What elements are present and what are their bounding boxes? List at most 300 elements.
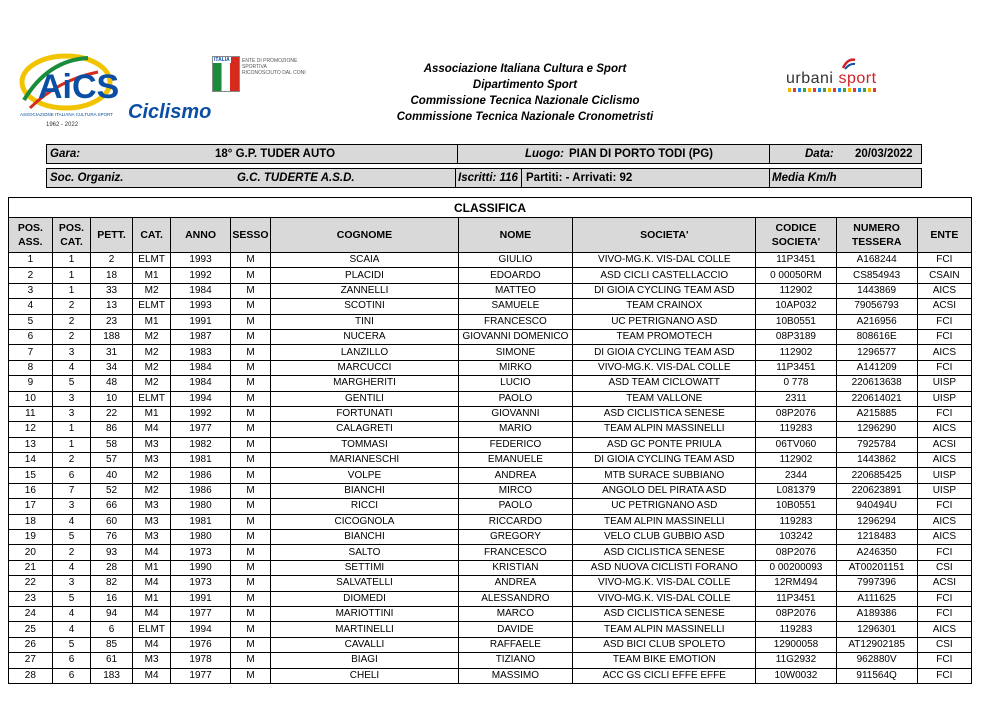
col-numero-tessera-cell: AT12902185 [836,637,917,652]
col-ente-cell: UISP [917,391,971,406]
col-ente-cell: AICS [917,283,971,298]
col-anno-cell: 1973 [171,545,230,560]
sponsor-name: urbani [786,70,834,87]
col-sesso-cell: M [230,329,271,344]
col-pett-cell: 93 [91,545,133,560]
col-cat-cell: M2 [132,329,171,344]
col-nome-cell: SAMUELE [458,299,573,314]
logo-text: AiCS [38,68,120,106]
col-sesso-cell: M [230,422,271,437]
urbani-swoosh-icon [842,58,856,70]
col-codice-societa-cell: 119283 [756,422,836,437]
col-nome-cell: MARIO [458,422,573,437]
col-cognome-cell: SCOTINI [271,299,458,314]
col-cognome-header: COGNOME [271,218,458,253]
col-cognome-cell: CALAGRETI [271,422,458,437]
col-anno-cell: 1973 [171,576,230,591]
col-ente-cell: ACSI [917,437,971,452]
title-line-4: Commissione Tecnica Nazionale Cronometristi [396,111,654,123]
col-ente-cell: CSI [917,637,971,652]
table-row [9,514,972,529]
col-pos-cat-cell: 2 [52,453,91,468]
col-pos-ass-cell: 1 [9,253,53,268]
col-nome-cell: LUCIO [458,376,573,391]
table-row [9,283,972,298]
table-row [9,530,972,545]
col-pos-ass-cell: 5 [9,314,53,329]
col-pos-cat-cell: 6 [52,668,91,683]
col-societa-cell: TEAM ALPIN MASSINELLI [573,622,756,637]
col-nome-cell: DAVIDE [458,622,573,637]
col-pos-ass-cell: 20 [9,545,53,560]
col-societa-cell: DI GIOIA CYCLING TEAM ASD [573,283,756,298]
col-numero-tessera-cell: 808616E [836,329,917,344]
col-sesso-cell: M [230,468,271,483]
col-pett-cell: 13 [91,299,133,314]
col-codice-societa-cell: 10B0551 [756,499,836,514]
col-societa-cell: TEAM ALPIN MASSINELLI [573,514,756,529]
aics-logo-graphic [18,50,218,130]
race-info-row [46,144,922,164]
col-cognome-cell: PLACIDI [271,268,458,283]
col-pett-cell: 94 [91,606,133,621]
col-nome-cell: FEDERICO [458,437,573,452]
col-nome-cell: ALESSANDRO [458,591,573,606]
col-numero-tessera-cell: 7997396 [836,576,917,591]
col-pos-cat-cell: 6 [52,653,91,668]
col-societa-cell: VELO CLUB GUBBIO ASD [573,530,756,545]
table-row [9,468,972,483]
col-pos-cat-cell: 1 [52,268,91,283]
col-numero-tessera-cell: A141209 [836,360,917,375]
col-nome-cell: GIOVANNI [458,406,573,421]
col-pos-cat-cell: 4 [52,514,91,529]
table-row [9,606,972,621]
col-societa-header: SOCIETA' [573,218,756,253]
col-pos-cat-cell: 5 [52,376,91,391]
info-divider [769,145,770,163]
luogo-label: Luogo: [525,148,564,160]
col-codice-societa-cell: 119283 [756,622,836,637]
col-pos-ass-cell: 19 [9,530,53,545]
col-nome-cell: TIZIANO [458,653,573,668]
col-nome-cell: RAFFAELE [458,637,573,652]
col-ente-cell: FCI [917,329,971,344]
col-pos-ass-cell: 6 [9,329,53,344]
col-ente-cell: CSAIN [917,268,971,283]
italia-coni-badge [212,56,307,92]
col-cat-cell: M4 [132,606,171,621]
col-societa-cell: MTB SURACE SUBBIANO [573,468,756,483]
col-numero-tessera-cell: CS854943 [836,268,917,283]
col-cat-cell: M3 [132,514,171,529]
col-codice-societa-cell: 11P3451 [756,591,836,606]
col-cognome-cell: SALVATELLI [271,576,458,591]
col-ente-cell: FCI [917,253,971,268]
col-numero-tessera-cell: 7925784 [836,437,917,452]
col-anno-cell: 1983 [171,345,230,360]
col-cat-cell: M2 [132,468,171,483]
logo-caption: ASSOCIAZIONE ITALIANA CULTURA SPORT [20,112,114,117]
col-nome-cell: MIRKO [458,360,573,375]
col-nome-cell: FRANCESCO [458,545,573,560]
col-anno-cell: 1982 [171,437,230,452]
col-cognome-cell: BIANCHI [271,530,458,545]
col-pett-cell: 61 [91,653,133,668]
col-codice-societa-cell: 06TV060 [756,437,836,452]
col-nome-cell: EDOARDO [458,268,573,283]
col-sesso-cell: M [230,560,271,575]
col-numero-tessera-cell: 1218483 [836,530,917,545]
col-anno-header: ANNO [171,218,230,253]
col-nome-cell: MASSIMO [458,668,573,683]
col-pett-cell: 2 [91,253,133,268]
col-anno-cell: 1990 [171,560,230,575]
col-nome-cell: PAOLO [458,499,573,514]
col-ente-cell: FCI [917,653,971,668]
col-anno-cell: 1978 [171,653,230,668]
col-codice-societa-cell: 10B0551 [756,314,836,329]
col-anno-cell: 1991 [171,591,230,606]
col-ente-cell: CSI [917,560,971,575]
col-sesso-cell: M [230,530,271,545]
col-pos-ass-cell: 7 [9,345,53,360]
col-cat-header: CAT. [132,218,171,253]
col-cognome-cell: TOMMASI [271,437,458,452]
col-ente-cell: UISP [917,468,971,483]
col-pos-cat-cell: 1 [52,437,91,452]
table-header-row [9,218,972,253]
col-pett-cell: 16 [91,591,133,606]
col-cognome-cell: MARIOTTINI [271,606,458,621]
col-anno-cell: 1992 [171,268,230,283]
col-societa-cell: ASD CICLI CASTELLACCIO [573,268,756,283]
table-row [9,483,972,498]
col-societa-cell: ASD GC PONTE PRIULA [573,437,756,452]
col-pett-cell: 34 [91,360,133,375]
col-cat-cell: M2 [132,360,171,375]
col-codice-societa-cell: 08P2076 [756,406,836,421]
col-pett-cell: 58 [91,437,133,452]
results-table-wrap [8,197,972,684]
col-ente-cell: FCI [917,545,971,560]
table-row [9,576,972,591]
col-cat-cell: M4 [132,576,171,591]
col-nome-cell: EMANUELE [458,453,573,468]
col-nome-cell: MIRCO [458,483,573,498]
col-pett-cell: 31 [91,345,133,360]
col-cat-cell: M2 [132,283,171,298]
col-pos-cat-cell: 1 [52,283,91,298]
col-sesso-cell: M [230,299,271,314]
col-anno-cell: 1993 [171,299,230,314]
col-pett-cell: 57 [91,453,133,468]
col-pos-ass-cell: 13 [9,437,53,452]
col-ente-cell: FCI [917,668,971,683]
col-cognome-cell: SETTIMI [271,560,458,575]
col-anno-cell: 1977 [171,606,230,621]
col-codice-societa-cell: L081379 [756,483,836,498]
col-codice-societa-cell: 10W0032 [756,668,836,683]
col-pos-cat-cell: 4 [52,560,91,575]
luogo-value: PIAN DI PORTO TODI (PG) [569,148,713,160]
table-row [9,391,972,406]
col-cognome-cell: MARCUCCI [271,360,458,375]
col-cognome-cell: BIANCHI [271,483,458,498]
urbani-color-strip [788,88,878,92]
col-pos-ass-cell: 15 [9,468,53,483]
col-anno-cell: 1993 [171,253,230,268]
table-row [9,360,972,375]
col-ente-cell: ACSI [917,299,971,314]
col-sesso-cell: M [230,345,271,360]
col-anno-cell: 1992 [171,406,230,421]
table-row [9,345,972,360]
col-sesso-cell: M [230,360,271,375]
col-anno-cell: 1977 [171,422,230,437]
col-pos-ass-cell: 4 [9,299,53,314]
col-nome-cell: PAOLO [458,391,573,406]
partiti: Partiti: - Arrivati: 92 [521,169,632,187]
col-societa-cell: TEAM PROMOTECH [573,329,756,344]
col-numero-tessera-cell: 1296290 [836,422,917,437]
col-codice-societa-cell: 08P2076 [756,606,836,621]
table-row [9,376,972,391]
col-nome-cell: GREGORY [458,530,573,545]
table-title: CLASSIFICA [9,198,972,218]
col-societa-cell: ASD NUOVA CICLISTI FORANO [573,560,756,575]
col-nome-cell: MATTEO [458,283,573,298]
table-row [9,422,972,437]
col-numero-tessera-cell: 220614021 [836,391,917,406]
col-numero-tessera-cell: 79056793 [836,299,917,314]
table-row [9,453,972,468]
col-ente-cell: FCI [917,314,971,329]
col-numero-tessera-cell: 1296301 [836,622,917,637]
col-sesso-cell: M [230,406,271,421]
col-codice-societa-cell: 12RM494 [756,576,836,591]
col-cognome-cell: BIAGI [271,653,458,668]
col-sesso-cell: M [230,453,271,468]
col-pett-cell: 82 [91,576,133,591]
iscritti: Iscritti: 116 [455,169,518,187]
col-pos-cat-cell: 1 [52,422,91,437]
col-anno-cell: 1976 [171,637,230,652]
col-nome-cell: MARCO [458,606,573,621]
col-cognome-cell: SALTO [271,545,458,560]
col-numero-tessera-cell: 220613638 [836,376,917,391]
col-cat-cell: M3 [132,530,171,545]
table-row [9,253,972,268]
col-pos-cat-cell: 7 [52,483,91,498]
table-row [9,560,972,575]
col-cognome-cell: NUCERA [271,329,458,344]
col-ente-cell: FCI [917,606,971,621]
table-row [9,437,972,452]
col-pos-ass-cell: 21 [9,560,53,575]
table-row [9,637,972,652]
col-numero-tessera-cell: AT00201151 [836,560,917,575]
col-cognome-cell: FORTUNATI [271,406,458,421]
col-nome-cell: GIOVANNI DOMENICO [458,329,573,344]
col-pos-ass-cell: 10 [9,391,53,406]
title-line-3: Commissione Tecnica Nazionale Ciclismo [410,95,640,107]
col-ente-cell: AICS [917,622,971,637]
data-value: 20/03/2022 [855,148,913,160]
col-cat-cell: ELMT [132,253,171,268]
col-sesso-cell: M [230,376,271,391]
col-societa-cell: ACC GS CICLI EFFE EFFE [573,668,756,683]
col-numero-tessera-cell: A111625 [836,591,917,606]
col-societa-cell: ASD BICI CLUB SPOLETO [573,637,756,652]
col-societa-cell: DI GIOIA CYCLING TEAM ASD [573,453,756,468]
col-pos-cat-cell: 2 [52,329,91,344]
col-ente-cell: ACSI [917,576,971,591]
col-societa-cell: ASD CICLISTICA SENESE [573,406,756,421]
col-cognome-cell: MARIANESCHI [271,453,458,468]
col-pos-ass-cell: 18 [9,514,53,529]
title-line-2: Dipartimento Sport [472,79,578,91]
col-pos-ass-cell: 22 [9,576,53,591]
col-anno-cell: 1980 [171,530,230,545]
col-anno-cell: 1994 [171,391,230,406]
gara-label: Gara: [50,148,81,160]
col-cat-cell: M2 [132,376,171,391]
col-pos-cat-cell: 6 [52,468,91,483]
col-anno-cell: 1987 [171,329,230,344]
title-line-1: Associazione Italiana Cultura e Sport [423,63,627,75]
gara-value: 18° G.P. TUDER AUTO [215,148,336,160]
col-numero-tessera-header: NUMERO TESSERA [836,218,917,253]
col-ente-cell: AICS [917,453,971,468]
col-cat-cell: ELMT [132,299,171,314]
col-pos-cat-cell: 3 [52,406,91,421]
col-societa-cell: ASD TEAM CICLOWATT [573,376,756,391]
col-codice-societa-cell: 11P3451 [756,360,836,375]
col-cognome-cell: VOLPE [271,468,458,483]
col-codice-societa-cell: 11P3451 [756,253,836,268]
col-numero-tessera-cell: A168244 [836,253,917,268]
race-info-row [46,168,922,188]
col-anno-cell: 1984 [171,376,230,391]
col-cognome-cell: ZANNELLI [271,283,458,298]
col-ente-cell: FCI [917,499,971,514]
col-nome-header: NOME [458,218,573,253]
col-societa-cell: TEAM CRAINOX [573,299,756,314]
urbani-sport-logo [786,58,916,92]
col-cat-cell: M3 [132,437,171,452]
col-numero-tessera-cell: 911564Q [836,668,917,683]
col-pos-cat-cell: 3 [52,391,91,406]
col-codice-societa-cell: 11G2932 [756,653,836,668]
col-sesso-cell: M [230,314,271,329]
info-divider [457,145,458,163]
col-pos-ass-cell: 12 [9,422,53,437]
col-pos-cat-cell: 5 [52,637,91,652]
col-nome-cell: KRISTIAN [458,560,573,575]
col-pett-cell: 18 [91,268,133,283]
col-pett-cell: 183 [91,668,133,683]
col-nome-cell: ANDREA [458,468,573,483]
col-codice-societa-cell: 2311 [756,391,836,406]
table-row [9,314,972,329]
col-pett-cell: 48 [91,376,133,391]
col-ente-cell: UISP [917,376,971,391]
col-pos-ass-cell: 2 [9,268,53,283]
col-sesso-cell: M [230,514,271,529]
col-pos-ass-cell: 3 [9,283,53,298]
col-pos-cat-cell: 5 [52,591,91,606]
col-sesso-cell: M [230,668,271,683]
col-pett-cell: 40 [91,468,133,483]
col-sesso-cell: M [230,637,271,652]
col-pett-cell: 188 [91,329,133,344]
col-pos-cat-cell: 5 [52,530,91,545]
col-pett-cell: 86 [91,422,133,437]
col-sesso-cell: M [230,606,271,621]
col-ente-cell: FCI [917,591,971,606]
col-pos-ass-cell: 24 [9,606,53,621]
col-codice-societa-header: CODICE SOCIETA' [756,218,836,253]
col-pos-cat-cell: 1 [52,253,91,268]
col-societa-cell: VIVO-MG.K. VIS-DAL COLLE [573,360,756,375]
aics-logo [18,50,218,130]
col-pos-cat-header: POS. CAT. [52,218,91,253]
col-sesso-cell: M [230,576,271,591]
col-anno-cell: 1980 [171,499,230,514]
col-pos-cat-cell: 4 [52,606,91,621]
col-cat-cell: M1 [132,406,171,421]
col-anno-cell: 1986 [171,483,230,498]
col-cognome-cell: TINI [271,314,458,329]
col-codice-societa-cell: 08P2076 [756,545,836,560]
table-row [9,653,972,668]
col-nome-cell: RICCARDO [458,514,573,529]
col-societa-cell: ASD CICLISTICA SENESE [573,545,756,560]
col-ente-cell: AICS [917,530,971,545]
col-codice-societa-cell: 0 00200093 [756,560,836,575]
col-sesso-cell: M [230,437,271,452]
col-pos-ass-cell: 16 [9,483,53,498]
col-codice-societa-cell: 10AP032 [756,299,836,314]
col-cognome-cell: SCAIA [271,253,458,268]
col-pett-cell: 33 [91,283,133,298]
col-cognome-cell: CHELI [271,668,458,683]
col-codice-societa-cell: 0 00050RM [756,268,836,283]
col-numero-tessera-cell: A246350 [836,545,917,560]
col-societa-cell: TEAM BIKE EMOTION [573,653,756,668]
col-societa-cell: UC PETRIGNANO ASD [573,314,756,329]
col-cat-cell: M4 [132,668,171,683]
col-cognome-cell: DIOMEDI [271,591,458,606]
col-numero-tessera-cell: 940494U [836,499,917,514]
col-pos-ass-cell: 27 [9,653,53,668]
col-pos-cat-cell: 2 [52,545,91,560]
col-anno-cell: 1984 [171,360,230,375]
col-cat-cell: M4 [132,545,171,560]
col-codice-societa-cell: 103242 [756,530,836,545]
col-numero-tessera-cell: 1296294 [836,514,917,529]
col-codice-societa-cell: 12900058 [756,637,836,652]
col-anno-cell: 1994 [171,622,230,637]
col-ente-cell: AICS [917,514,971,529]
col-pett-cell: 6 [91,622,133,637]
col-codice-societa-cell: 0 778 [756,376,836,391]
col-codice-societa-cell: 112902 [756,453,836,468]
col-codice-societa-cell: 119283 [756,514,836,529]
col-pos-cat-cell: 3 [52,345,91,360]
col-pos-ass-cell: 17 [9,499,53,514]
